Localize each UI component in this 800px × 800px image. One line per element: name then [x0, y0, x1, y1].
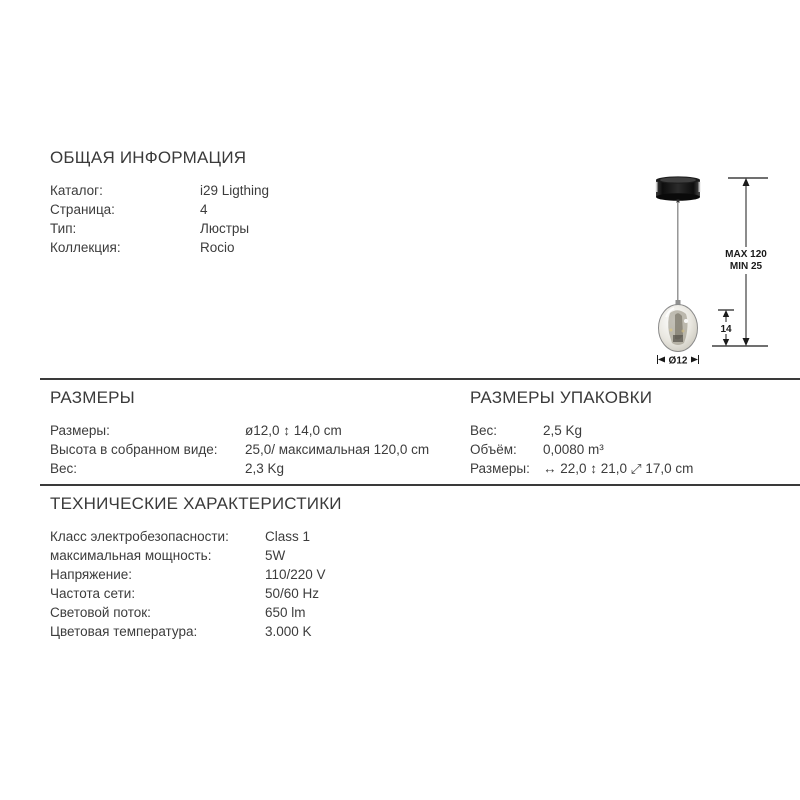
pendant-lamp-technical-drawing — [640, 165, 800, 375]
row-value: Class 1 — [265, 529, 311, 544]
table-row — [470, 421, 693, 440]
table-row — [50, 219, 269, 238]
technical-characteristics-title: ТЕХНИЧЕСКИЕ ХАРАКТЕРИСТИКИ — [50, 494, 342, 513]
row-label: Вес: — [50, 461, 78, 476]
row-label: Каталог: — [50, 183, 103, 198]
row-label: Световой поток: — [50, 605, 151, 620]
row-label: Коллекция: — [50, 240, 121, 255]
row-value: ø12,0 ↕ 14,0 cm — [245, 423, 342, 438]
table-row — [50, 200, 269, 219]
max-height-label: MAX 120 — [725, 249, 767, 260]
row-value: 5W — [265, 548, 286, 563]
technical-table — [50, 527, 342, 641]
row-value: 2,5 Kg — [543, 423, 583, 438]
section-divider — [40, 484, 800, 486]
package-dimensions-section — [470, 388, 693, 478]
diameter-dimension — [658, 355, 699, 367]
technical-characteristics-section — [50, 494, 342, 641]
table-row — [50, 181, 269, 200]
row-value: 650 lm — [265, 605, 306, 620]
table-row — [50, 459, 429, 478]
general-info-table — [50, 181, 269, 257]
row-label: Цветовая температура: — [50, 624, 198, 639]
ceiling-canopy — [656, 176, 701, 203]
general-info-section — [50, 148, 269, 257]
row-value: 2,3 Kg — [245, 461, 285, 476]
row-value: 0,0080 m³ — [543, 442, 604, 457]
row-value: i29 Ligthing — [200, 183, 270, 198]
row-label: Частота сети: — [50, 586, 136, 601]
diameter-label: Ø12 — [668, 355, 688, 367]
table-row — [470, 440, 693, 459]
row-value: 25,0/ максимальная 120,0 cm — [245, 442, 430, 457]
dimensions-table — [50, 421, 429, 478]
package-dimensions-title: РАЗМЕРЫ УПАКОВКИ — [470, 388, 653, 407]
row-label: Тип: — [50, 221, 77, 236]
dimensions-title: РАЗМЕРЫ — [50, 388, 135, 407]
row-label: Размеры: — [50, 423, 110, 438]
table-row — [470, 459, 693, 478]
row-value: 3.000 K — [265, 624, 312, 639]
section-divider — [40, 378, 800, 380]
row-label: Размеры: — [470, 461, 530, 476]
row-label: Класс электробезопасности: — [50, 529, 229, 544]
table-row — [50, 421, 429, 440]
dimensions-section — [50, 388, 429, 478]
pendant-height-dimension — [718, 310, 734, 346]
row-value: 50/60 Hz — [265, 586, 320, 601]
table-row — [50, 565, 342, 584]
table-row — [50, 603, 342, 622]
package-table — [470, 421, 693, 478]
overall-height-dimension — [712, 178, 772, 346]
min-height-label: MIN 25 — [729, 261, 763, 272]
table-row — [50, 546, 342, 565]
row-value: 4 — [200, 202, 208, 217]
table-row — [50, 584, 342, 603]
general-info-title: ОБЩАЯ ИНФОРМАЦИЯ — [50, 148, 247, 167]
row-value: ↔ 22,0 ↕ 21,0 ⤢ 17,0 cm — [543, 461, 694, 476]
row-label: Высота в собранном виде: — [50, 442, 218, 457]
pendant-height-label: 14 — [720, 324, 732, 335]
table-row — [50, 527, 342, 546]
table-row — [50, 622, 342, 641]
row-label: Напряжение: — [50, 567, 133, 582]
table-row — [50, 238, 269, 257]
row-value: Люстры — [200, 221, 250, 236]
table-row — [50, 440, 429, 459]
row-label: Объём: — [470, 442, 517, 457]
row-label: Вес: — [470, 423, 498, 438]
row-value: 110/220 V — [265, 567, 326, 582]
row-value: Rocio — [200, 240, 235, 255]
row-label: Страница: — [50, 202, 115, 217]
row-label: максимальная мощность: — [50, 548, 212, 563]
crystal-pendant — [659, 300, 698, 352]
